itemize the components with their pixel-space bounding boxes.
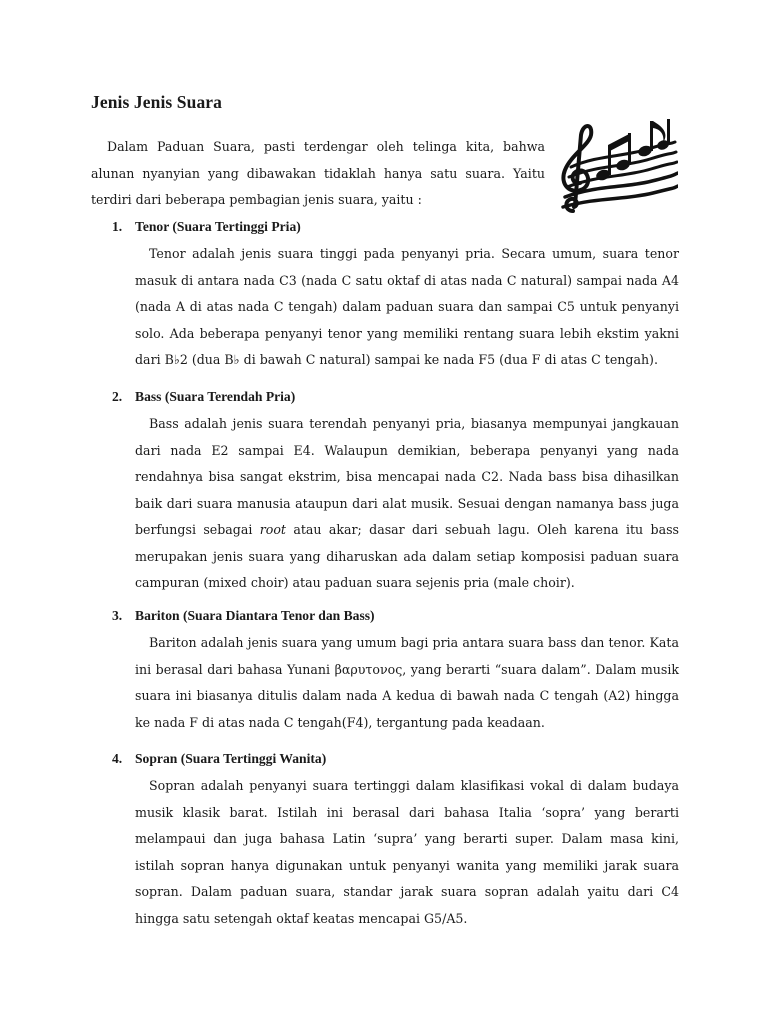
section-text-italic: root: [259, 522, 286, 537]
section-heading-bass: [112, 389, 295, 405]
section-body-bass: [135, 411, 679, 597]
section-body-bariton: [135, 630, 679, 736]
section-number: 2.: [112, 389, 123, 404]
section-text-part: Bass adalah jenis suara terendah penyanyi pria, biasanya mempunyai jangkauan dari nada E2 sampai E4. Walaupun demikian, beberapa penyanyi yang nada rendahnya bisa sangat ekstrim, bisa mencapai nada C2. Nada bass bisa dihasilkan baik dari suara manusia ataupun dari alat musik. Sesuai dengan namanya bass juga berfungsi sebagai: [135, 416, 679, 537]
section-number: 1.: [112, 219, 123, 234]
section-heading-bariton: [112, 608, 375, 624]
section-text: Tenor adalah jenis suara tinggi pada penyanyi pria. Secara umum, suara tenor masuk di antara nada C3 (nada C satu oktaf di atas nada C natural) sampai nada A4 (nada A di atas nada C tengah) dalam paduan suara dan sampai C5 untuk penyanyi solo. Ada beberapa penyanyi tenor yang memiliki rentang suara lebih ekstim yakni dari B♭2 (dua B♭ di bawah C natural) sampai ke nada F5 (dua F di atas C tengah).: [135, 246, 679, 367]
intro-paragraph: Dalam Paduan Suara, pasti terdengar oleh telinga kita, bahwa alunan nyanyian yang dibawakan tidaklah hanya satu suara. Yaitu terdiri dari beberapa pembagian jenis suara, yaitu :: [91, 139, 545, 207]
page-title: Jenis Jenis Suara: [91, 92, 223, 112]
section-title: Tenor (Suara Tertinggi Pria): [135, 219, 301, 234]
section-text: Sopran adalah penyanyi suara tertinggi dalam klasifikasi vokal di dalam budaya musik klasik barat. Istilah ini berasal dari bahasa Italia ‘sopra’ yang berarti melampaui dan juga bahasa Latin ‘supra’ yang berarti super. Dalam masa kini, istilah sopran hanya digunakan untuk penyanyi wanita yang memiliki jarak suara sopran. Dalam paduan suara, standar jarak suara sopran adalah yaitu dari C4 hingga satu setengah oktaf keatas mencapai G5/A5.: [135, 778, 679, 926]
section-heading-tenor: [112, 219, 301, 235]
section-title: Bass (Suara Terendah Pria): [135, 389, 296, 404]
section-body-tenor: [135, 241, 679, 374]
section-text: Bariton adalah jenis suara yang umum bagi pria antara suara bass dan tenor. Kata ini berasal dari bahasa Yunani βαρυτονος, yang berarti “suara dalam”. Dalam musik suara ini biasanya ditulis dalam nada A kedua di bawah nada C tengah (A2) hingga ke nada F di atas nada C tengah(F4), tergantung pada keadaan.: [135, 635, 679, 730]
section-title: Sopran (Suara Tertinggi Wanita): [135, 751, 327, 766]
section-number: 4.: [112, 751, 123, 766]
section-number: 3.: [112, 608, 123, 623]
section-title: Bariton (Suara Diantara Tenor dan Bass): [135, 608, 375, 623]
music-notes-clipart-icon: [553, 115, 678, 215]
section-text-part: atau akar; dasar dari sebuah lagu. Oleh karena itu bass merupakan jenis suara yang diharuskan ada dalam setiap komposisi paduan suara campuran (mixed choir) atau paduan suara sejenis pria (male choir).: [135, 522, 679, 590]
section-heading-sopran: [112, 751, 326, 767]
section-body-sopran: [135, 773, 679, 932]
